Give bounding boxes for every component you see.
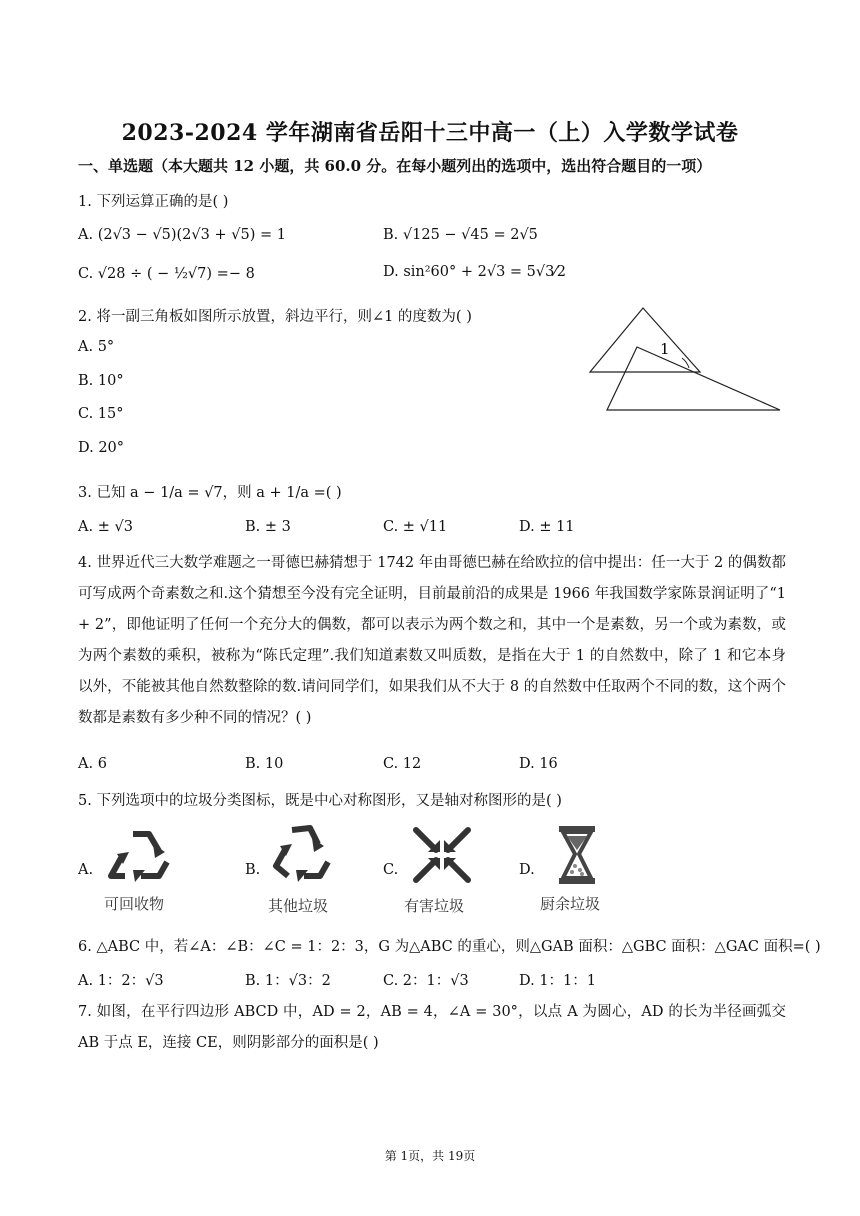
q6-stem: 6. △ABC 中，若∠A：∠B：∠C = 1：2：3，G 为△ABC 的重心，则△GAB 面积：△GBC 面积：△GAC 面积=( ) [78, 939, 821, 955]
q3-option-a: A. ± √3 [78, 519, 133, 535]
kitchen-waste-icon [555, 824, 599, 886]
q1-option-a: A. (2√3 − √5)(2√3 + √5) = 1 [78, 227, 286, 243]
q2-option-b: B. 10° [78, 373, 124, 389]
q5-option-d: D. [519, 862, 535, 878]
recyclable-icon [103, 826, 179, 884]
q1-option-b: B. √125 − √45 = 2√5 [383, 227, 538, 243]
q2-option-c: C. 15° [78, 406, 124, 422]
q4-option-b: B. 10 [245, 756, 284, 772]
icon-c-caption: 有害垃圾 [404, 897, 465, 915]
other-waste-icon [270, 822, 336, 884]
icon-a-caption: 可回收物 [104, 895, 165, 913]
icon-b-caption: 其他垃圾 [268, 897, 329, 915]
q5-option-a: A. [78, 862, 94, 878]
q1-stem: 1. 下列运算正确的是( ) [78, 194, 229, 210]
q6-option-b: B. 1：√3：2 [245, 973, 331, 989]
q4-stem: 4. 世界近代三大数学难题之一哥德巴赫猜想于 1742 年由哥德巴赫在给欧拉的信中提出：任一大于 2 的偶数都可写成两个奇素数之和.这个猜想至今没有完全证明，目前最前沿的成果是 1966 年我国数学家陈景润证明了“1 + 2”，即他证明了任何一个充分大的偶数，都可以表示为两个数之和，其中一个是素数，另一个或为素数，或为两个素数的乘积，被称为“陈氏定理”.我们知道素数又叫质数，是指在大于 1 的自然数中，除了 1 和它本身以外，不能被其他自然数整除的数.请问同学们，如果我们从不大于 8 的自然数中任取两个不同的数，这个两个数都是素数有多少种不同的情况？( ) [78, 555, 786, 726]
q3-option-b: B. ± 3 [245, 519, 291, 535]
q1-option-d: D. sin²60° + 2√3 = 5√3⁄2 [383, 264, 567, 280]
q2-option-d: D. 20° [78, 440, 125, 456]
q2-option-a: A. 5° [78, 339, 115, 355]
q3-option-c: C. ± √11 [383, 519, 448, 535]
q4-option-d: D. 16 [519, 756, 558, 772]
q3-stem: 3. 已知 a − 1/a = √7，则 a + 1/a =( ) [78, 485, 342, 501]
hazardous-waste-icon [410, 826, 474, 884]
q2-angle-label: 1 [660, 340, 670, 358]
q7-stem: 7. 如图，在平行四边形 ABCD 中，AD = 2，AB = 4，∠A = 30°，以点 A 为圆心，AD 的长为半径画弧交 AB 于点 E，连接 CE，则阴影部分的面积是( ) [78, 1004, 786, 1051]
q6-option-c: C. 2：1：√3 [383, 973, 469, 989]
q5-option-c: C. [383, 862, 399, 878]
q5-option-b: B. [245, 862, 261, 878]
q5-stem: 5. 下列选项中的垃圾分类图标，既是中心对称图形，又是轴对称图形的是( ) [78, 793, 562, 809]
icon-d-caption: 厨余垃圾 [540, 895, 601, 913]
q4-option-a: A. 6 [78, 756, 107, 772]
q4-option-c: C. 12 [383, 756, 422, 772]
page-title: 2023-2024 学年湖南省岳阳十三中高一（上）入学数学试卷 [121, 120, 739, 146]
q6-option-d: D. 1：1：1 [519, 973, 597, 989]
q3-option-d: D. ± 11 [519, 519, 575, 535]
q6-option-a: A. 1：2：√3 [78, 973, 164, 989]
q2-stem: 2. 将一副三角板如图所示放置，斜边平行，则∠1 的度数为( ) [78, 309, 472, 325]
q1-option-c: C. √28 ÷ ( − ½√7) =− 8 [78, 266, 255, 282]
page-footer: 第 1页，共 19页 [384, 1149, 476, 1163]
q2-triangle-figure [585, 302, 785, 414]
section-heading: 一、单选题（本大题共 12 小题，共 60.0 分。在每小题列出的选项中，选出符合题目的一项） [78, 157, 712, 175]
